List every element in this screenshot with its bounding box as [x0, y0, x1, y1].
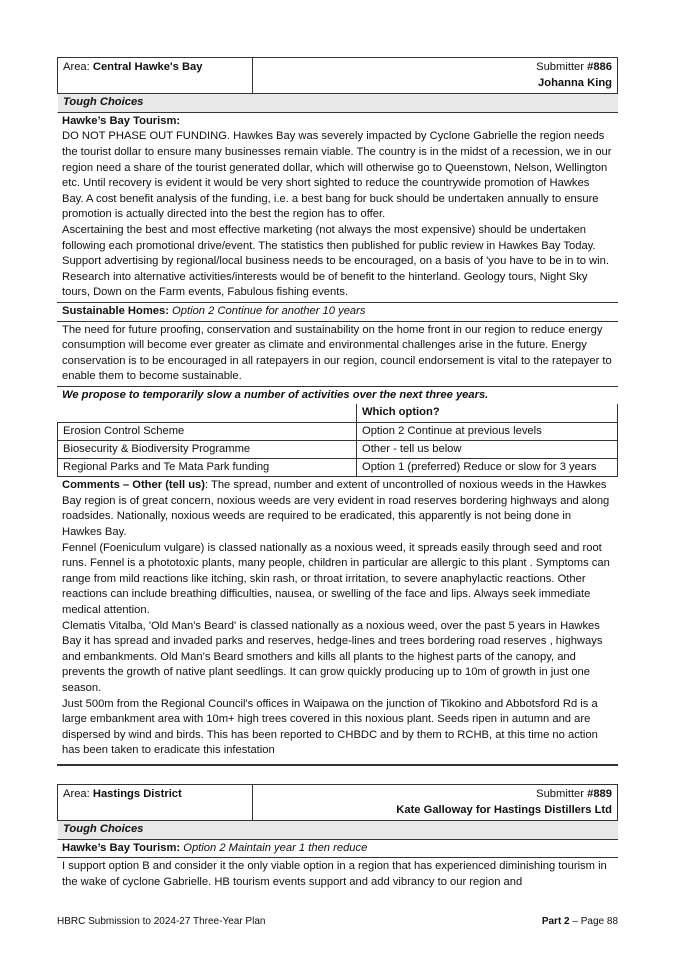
tourism-block [57, 113, 618, 303]
choice-cell: Option 2 Continue at previous levels [357, 422, 618, 440]
homes-block [57, 322, 618, 387]
tourism-paragraph-1: DO NOT PHASE OUT FUNDING. Hawkes Bay was severely impacted by Cyclone Gabrielle the region needs the tourist dollar to ensure many businesses remain viable. The country is in the midst of a recession, we in our region need a share of the tourist generated dollar, which will otherwise go to Queenstown, Nelson, Wellington etc. Until recovery is evident it would be very short sighted to reduce the countrywide promotion of Hawkes Bay. A cost benefit analysis of the funding, i.e. a best bang for buck should be undertaken annually to ensure promotion is actually directed into the best the region has to offer. [62, 130, 612, 221]
footer-title: HBRC Submission to 2024-27 Three-Year Plan [57, 916, 266, 927]
area-name: Central Hawke's Bay [92, 61, 203, 73]
comments-paragraph-2: Fennel (Foeniculum vulgare) is classed nationally as a noxious weed, it spreads easily through seed and root runs. Fennel is a phototoxic plants, many people, children in particular are allergic to this plant . Symptoms can range from mild reactions like itching, skin rash, or throat irritation, to severe anaphylactic reactions. Other reactions can include breathing difficulties, nausea, or swelling of the face and lips. Always seek immediate medical attention. [62, 541, 610, 617]
submitter-name: Kate Galloway for Hastings Distillers Ltd [396, 803, 612, 816]
options-table [57, 404, 618, 477]
page-footer [57, 916, 618, 927]
document-page [57, 57, 618, 892]
tourism-heading-row [57, 840, 618, 859]
table-row [58, 422, 618, 440]
section-title: Tough Choices [57, 821, 618, 840]
page-number: Part 2 – Page 88 [541, 916, 618, 927]
comments-paragraph-1: : The spread, number and extent of uncontrolled of noxious weeds in the Hawkes Bay region is of great concern, noxious weeds are very evident in road reserves bordering highways and along roadsides. Nationally, noxious weeds are required to be eradicated, this apparently is not being done in Hawkes Bay. [62, 479, 610, 539]
options-header-row [58, 404, 618, 422]
propose-heading: We propose to temporarily slow a number of activities over the next three years. [62, 388, 489, 401]
tourism-heading: Hawke’s Bay Tourism: [62, 841, 181, 854]
tourism-block [57, 858, 618, 891]
table-row [58, 459, 618, 477]
section-title: Tough Choices [57, 94, 618, 113]
table-row [58, 440, 618, 458]
choice-cell: Option 1 (preferred) Reduce or slow for 3 years [357, 459, 618, 477]
tourism-paragraph-2: Ascertaining the best and most effective marketing (not always the most expensive) should be undertaken following each promotional drive/event. The statistics then published for public review in Hawkes Bay Today. Support advertising by regional/local business needs to be encouraged, on a basis of 'you have to be in to win. Research into alternative activities/interests would be of benefit to the hinterland. Geology tours, Night Sky tours, Down on the Farm events, Fabulous fishing events. [62, 223, 609, 299]
submitter-cell: Submitter #889 Kate Galloway for Hastings Distillers Ltd [396, 787, 612, 816]
submission-header [57, 57, 618, 94]
activity-cell: Biosecurity & Biodiversity Programme [58, 440, 357, 458]
comments-paragraph-4: Just 500m from the Regional Council's offices in Waipawa on the junction of Tikokino and Abbotsford Rd is a large embankment area with 10m+ high trees covered in this noxious plant. Seeds ripen in autumn and are dispersed by wind and birds. This has been reported to CHBDC and by them to RCHB, at this time no action has been taken to eradicate this infestation [62, 697, 598, 757]
choice-cell: Other - tell us below [357, 440, 618, 458]
homes-option: Option 2 Continue for another 10 years [172, 304, 366, 317]
homes-heading-row [57, 303, 618, 322]
area-cell: Area: Hastings District [58, 785, 253, 820]
tourism-option: Option 2 Maintain year 1 then reduce [183, 841, 368, 854]
submitter-number: #886 [587, 61, 612, 73]
homes-paragraph: The need for future proofing, conservation and sustainability on the home front in our region to reduce energy consumption will become ever greater as climate and environmental challenges arise in the future. Energy conservation is to be encouraged in all ratepayers in our region, council endorsement is vital to the ratepayer to enable them to become sustainable. [62, 323, 612, 383]
homes-heading: Sustainable Homes: [62, 304, 169, 317]
activity-cell: Erosion Control Scheme [58, 422, 357, 440]
submission-header [57, 784, 618, 821]
comments-paragraph-3: Clematis Vitalba, 'Old Man's Beard' is classed nationally as a noxious weed, over the past 5 years in Hawkes Bay it has spread and invaded parks and reserves, hedge-lines and trees bordering road reserves , highways and embankments. Old Man’s Beard smothers and kills all plants to the highest parts of the canopy, and prevents the growth of native plant seedlings. It can grow quickly producing up to 10m of growth in just one season. [62, 619, 603, 694]
comments-block [57, 477, 618, 760]
which-option-header: Which option? [362, 406, 440, 419]
submitter-cell: Submitter #886 Johanna King [536, 61, 612, 89]
tourism-heading: Hawke’s Bay Tourism: [62, 114, 181, 127]
area-cell: Area: Central Hawke's Bay [58, 58, 253, 93]
tourism-paragraph: I support option B and consider it the only viable option in a region that has experienced diminishing tourism in the wake of cyclone Gabrielle. HB tourism events support and add vibrancy to our region and [62, 860, 607, 888]
activity-cell: Regional Parks and Te Mata Park funding [58, 459, 357, 477]
area-name: Hastings District [92, 787, 182, 800]
submitter-name: Johanna King [538, 76, 612, 89]
comments-heading: Comments – Other (tell us) [62, 479, 205, 492]
submitter-number: #889 [587, 787, 612, 800]
